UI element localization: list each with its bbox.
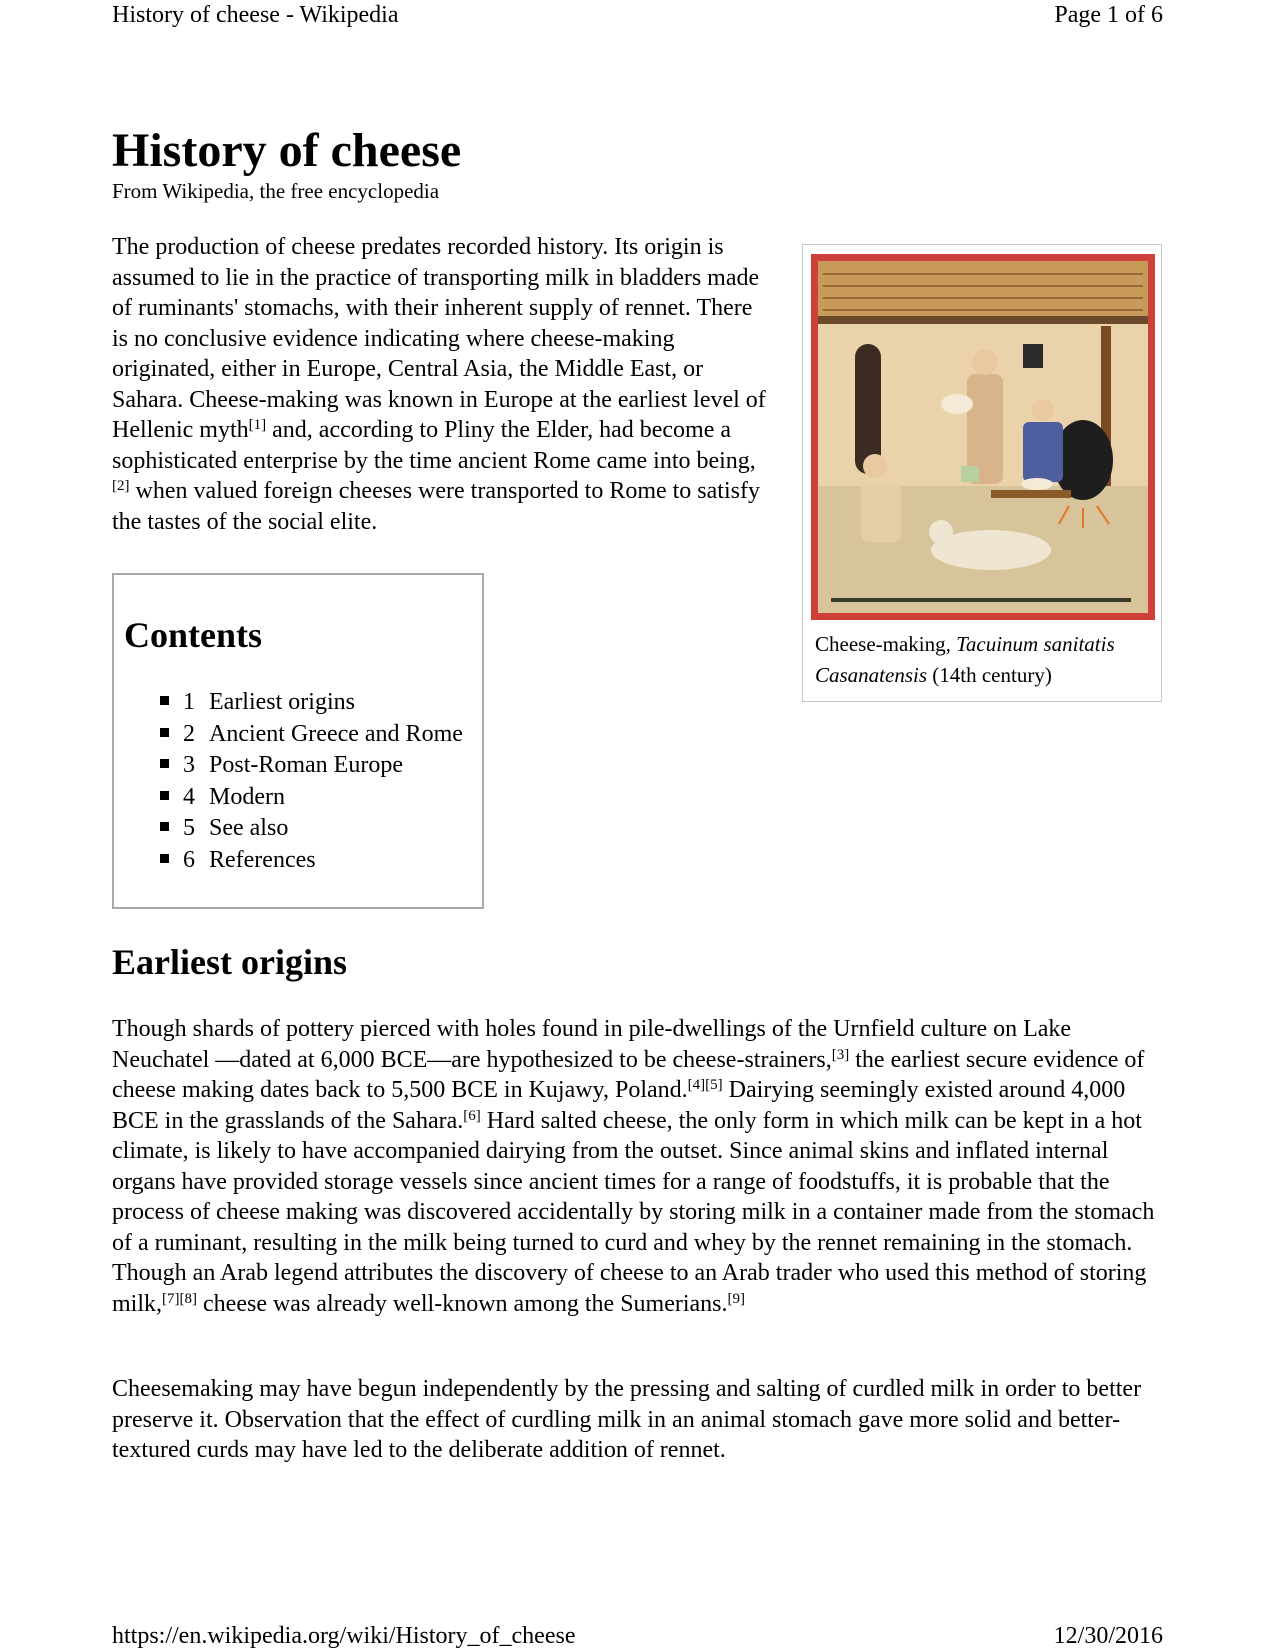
- paragraph-text: Hard salted cheese, the only form in which milk can be kept in a hot climate, is likely to have accompanied dairying from the outset. Since animal skins and inflated internal organs have provided storage vessels since ancient times for a range of foodstuffs, it is probable that the process of cheese making was discovered accidentally by storing milk in a container made from the stomach of a ruminant, resulting in the milk being turned to curd and whey by the rennet remaining in the stomach. Though an Arab legend attributes the discovery of cheese to an Arab trader who used this method of storing milk,: [112, 1107, 1155, 1317]
- paragraph-text: Dairying seemingly existed around 4,000 BCE in the grasslands of the Sahara.: [112, 1077, 1126, 1134]
- toc-item-label[interactable]: Post-Roman Europe: [209, 752, 403, 778]
- page-subtitle: From Wikipedia, the free encyclopedia: [112, 179, 440, 203]
- toc-item-number: 2: [183, 720, 195, 747]
- toc-item-see-also[interactable]: [160, 813, 463, 845]
- bullet-icon: [160, 791, 169, 800]
- toc-item-number: 4: [183, 783, 195, 810]
- toc-item-modern[interactable]: [160, 782, 463, 814]
- reference-link[interactable]: [1]: [248, 417, 267, 433]
- paragraph-text: cheese was already well-known among the Sumerians.: [197, 1290, 728, 1317]
- caption-text: (14th century): [927, 663, 1052, 687]
- reference-link[interactable]: [4]: [687, 1077, 706, 1093]
- toc-item-number: 1: [183, 689, 195, 715]
- table-of-contents: [112, 573, 484, 909]
- print-header-page-number: Page 1 of 6: [1054, 2, 1163, 28]
- reference-link[interactable]: [6]: [463, 1107, 481, 1124]
- intro-text: when valued foreign cheeses were transported to Rome to satisfy the tastes of the social elite.: [112, 478, 760, 535]
- print-header-title: History of cheese - Wikipedia: [112, 2, 399, 28]
- bullet-icon: [160, 759, 169, 768]
- cheese-making-illustration[interactable]: [811, 254, 1155, 620]
- toc-item-earliest-origins[interactable]: [160, 687, 463, 719]
- intro-text: The production of cheese predates recorded history. Its origin is assumed to lie in the practice of transporting milk in bladders made of ruminants' stomachs, with their inherent supply of rennet. There is no conclusive evidence indicating where cheese-making originated, either in Europe, Central Asia, the Middle East, or Sahara. Cheese-making was known in Europe at the earliest level of Hellenic myth: [112, 234, 766, 443]
- section-paragraph: [112, 1014, 1172, 1319]
- reference-link[interactable]: [5]: [705, 1077, 723, 1093]
- caption-text: Cheese-making,: [815, 632, 957, 656]
- print-footer-url: https://en.wikipedia.org/wiki/History_of_cheese: [112, 1623, 576, 1649]
- section-paragraph: Cheesemaking may have begun independently by the pressing and salting of curdled milk in order to better preserve it. Observation that the effect of curdling milk in an animal stomach gave more solid and better-textured curds may have led to the deliberate addition of rennet.: [112, 1376, 1142, 1463]
- toc-item-post-roman-europe[interactable]: [160, 750, 463, 782]
- toc-item-ancient-greece-and-rome[interactable]: [160, 719, 463, 751]
- print-footer-date: 12/30/2016: [1053, 1623, 1163, 1649]
- reference-link[interactable]: [9]: [727, 1290, 746, 1307]
- figure-caption: [815, 629, 1155, 691]
- reference-link[interactable]: [3]: [831, 1046, 850, 1063]
- reference-link[interactable]: [8]: [179, 1290, 198, 1307]
- caption-source-link[interactable]: Tacuinum sanitatis Casanatensis: [815, 632, 1115, 687]
- toc-title: Contents: [124, 615, 263, 655]
- figure-thumbnail: [802, 244, 1162, 702]
- reference-link[interactable]: [7]: [162, 1290, 180, 1307]
- toc-item-label[interactable]: Ancient Greece and Rome: [209, 720, 463, 747]
- paragraph-text: Though shards of pottery pierced with holes found in pile-dwellings of the Urnfield culture on Lake Neuchatel —dated at 6,000 BCE—are hypothesized to be cheese-strainers,: [112, 1016, 1072, 1073]
- paragraph-text: the earliest secure evidence of cheese making dates back to 5,500 BCE in Kujawy, Poland.: [112, 1046, 1145, 1103]
- intro-paragraph: [112, 232, 772, 537]
- toc-item-label[interactable]: Earliest origins: [209, 689, 355, 715]
- toc-item-label[interactable]: Modern: [209, 783, 285, 810]
- toc-item-label[interactable]: See also: [209, 815, 289, 841]
- intro-text: and, according to Pliny the Elder, had become a sophisticated enterprise by the time ancient Rome came into being,: [112, 417, 756, 474]
- toc-item-references[interactable]: [160, 845, 463, 877]
- bullet-icon: [160, 854, 169, 863]
- page-title: History of cheese: [112, 124, 462, 177]
- bullet-icon: [160, 696, 169, 705]
- toc-item-label[interactable]: References: [209, 846, 316, 873]
- toc-item-number: 6: [183, 846, 195, 873]
- section-heading-earliest-origins: Earliest origins: [112, 942, 347, 982]
- bullet-icon: [160, 822, 169, 831]
- toc-list: [160, 687, 463, 876]
- reference-link[interactable]: [2]: [112, 478, 130, 494]
- toc-item-number: 3: [183, 752, 195, 778]
- bullet-icon: [160, 728, 169, 737]
- toc-item-number: 5: [183, 815, 195, 841]
